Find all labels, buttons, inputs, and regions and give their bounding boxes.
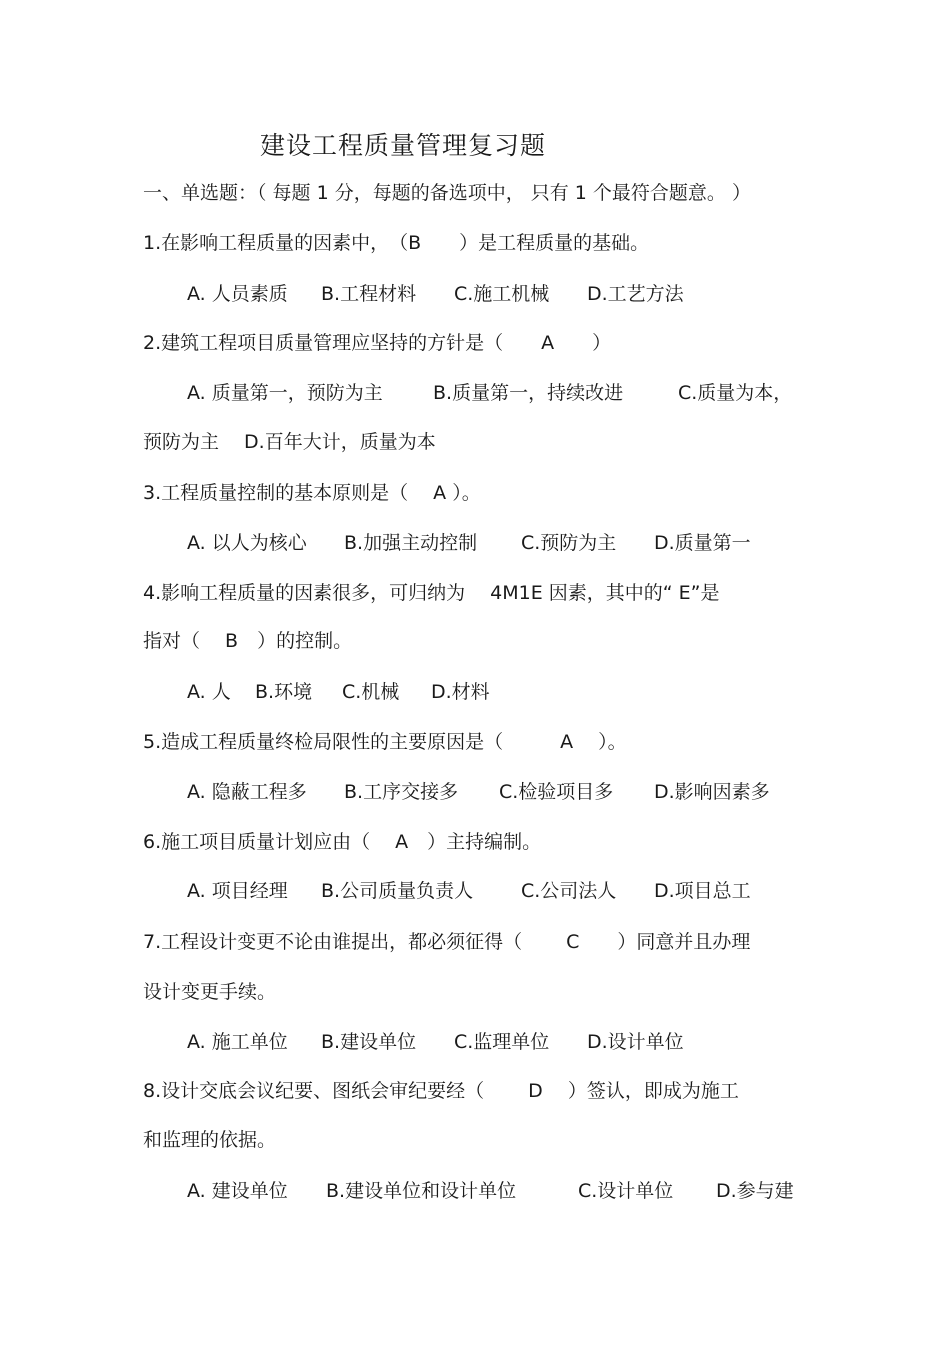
question-5-options <box>187 779 770 805</box>
option-c: C.公司法人 <box>521 880 617 902</box>
option-b: B.公司质量负责人 <box>321 880 474 902</box>
option-c: C.监理单位 <box>454 1031 550 1053</box>
option-a: A. 人员素质 <box>187 283 288 305</box>
option-a: A. 以人为核心 <box>187 532 307 554</box>
question-2-options-continued: 预防为主 D.百年大计，质量为本 <box>143 431 436 453</box>
option-b: B.建设单位 <box>321 1031 417 1053</box>
question-3-options <box>187 530 751 556</box>
option-b: B.加强主动控制 <box>344 532 478 554</box>
option-b: B.质量第一，持续改进 <box>433 382 624 404</box>
option-a: A. 施工单位 <box>187 1031 288 1053</box>
option-d: D.材料 <box>431 681 490 703</box>
option-c: C.质量为本， <box>678 382 793 404</box>
question-2: 2.建筑工程项目质量管理应坚持的方针是（ A ） <box>143 332 612 354</box>
section-heading: 一、单选题：（ 每题 1 分，每题的备选项中， 只有 1 个最符合题意。 ） <box>143 182 751 204</box>
option-d: D.设计单位 <box>587 1031 684 1053</box>
option-c: C.检验项目多 <box>499 781 614 803</box>
option-b: B.工程材料 <box>321 283 417 305</box>
option-d: D.质量第一 <box>654 532 751 554</box>
question-8-continued: 和监理的依据。 <box>143 1129 277 1151</box>
question-3: 3.工程质量控制的基本原则是（ A ）。 <box>143 482 481 504</box>
option-a: A. 人 <box>187 681 231 703</box>
option-d: D.参与建 <box>716 1180 794 1202</box>
question-6: 6.施工项目质量计划应由（ A ）主持编制。 <box>143 831 542 853</box>
question-4-continued: 指对（ B ）的控制。 <box>143 630 353 652</box>
question-5: 5.造成工程质量终检局限性的主要原因是（ A ）。 <box>143 731 627 753</box>
question-7-continued: 设计变更手续。 <box>143 981 277 1003</box>
option-a: A. 质量第一，预防为主 <box>187 382 383 404</box>
question-8: 8.设计交底会议纪要、图纸会审纪要经（ D ）签认，即成为施工 <box>143 1080 739 1102</box>
option-d: D.项目总工 <box>654 880 751 902</box>
option-d: D.工艺方法 <box>587 283 684 305</box>
question-1: 1.在影响工程质量的因素中， （B ）是工程质量的基础。 <box>143 232 650 254</box>
document-title: 建设工程质量管理复习题 <box>260 131 547 160</box>
option-c: C.施工机械 <box>454 283 550 305</box>
option-d: D.影响因素多 <box>654 781 770 803</box>
question-4-options <box>187 679 490 705</box>
option-a: A. 隐蔽工程多 <box>187 781 307 803</box>
option-c: C.预防为主 <box>521 532 617 554</box>
question-6-options <box>187 878 751 904</box>
question-7: 7.工程设计变更不论由谁提出，都必须征得（ C ）同意并且办理 <box>143 931 751 953</box>
option-b: B.建设单位和设计单位 <box>326 1180 517 1202</box>
option-a: A. 建设单位 <box>187 1180 288 1202</box>
question-7-options <box>187 1029 684 1055</box>
question-4: 4.影响工程质量的因素很多，可归纳为 4M1E 因素，其中的“ E”是 <box>143 582 720 604</box>
option-a: A. 项目经理 <box>187 880 288 902</box>
option-b: B.环境 <box>255 681 313 703</box>
option-c: C.设计单位 <box>578 1180 674 1202</box>
option-c: C.机械 <box>342 681 400 703</box>
question-2-options <box>187 380 792 406</box>
question-1-options <box>187 281 684 307</box>
option-b: B.工序交接多 <box>344 781 459 803</box>
question-8-options <box>187 1178 794 1204</box>
